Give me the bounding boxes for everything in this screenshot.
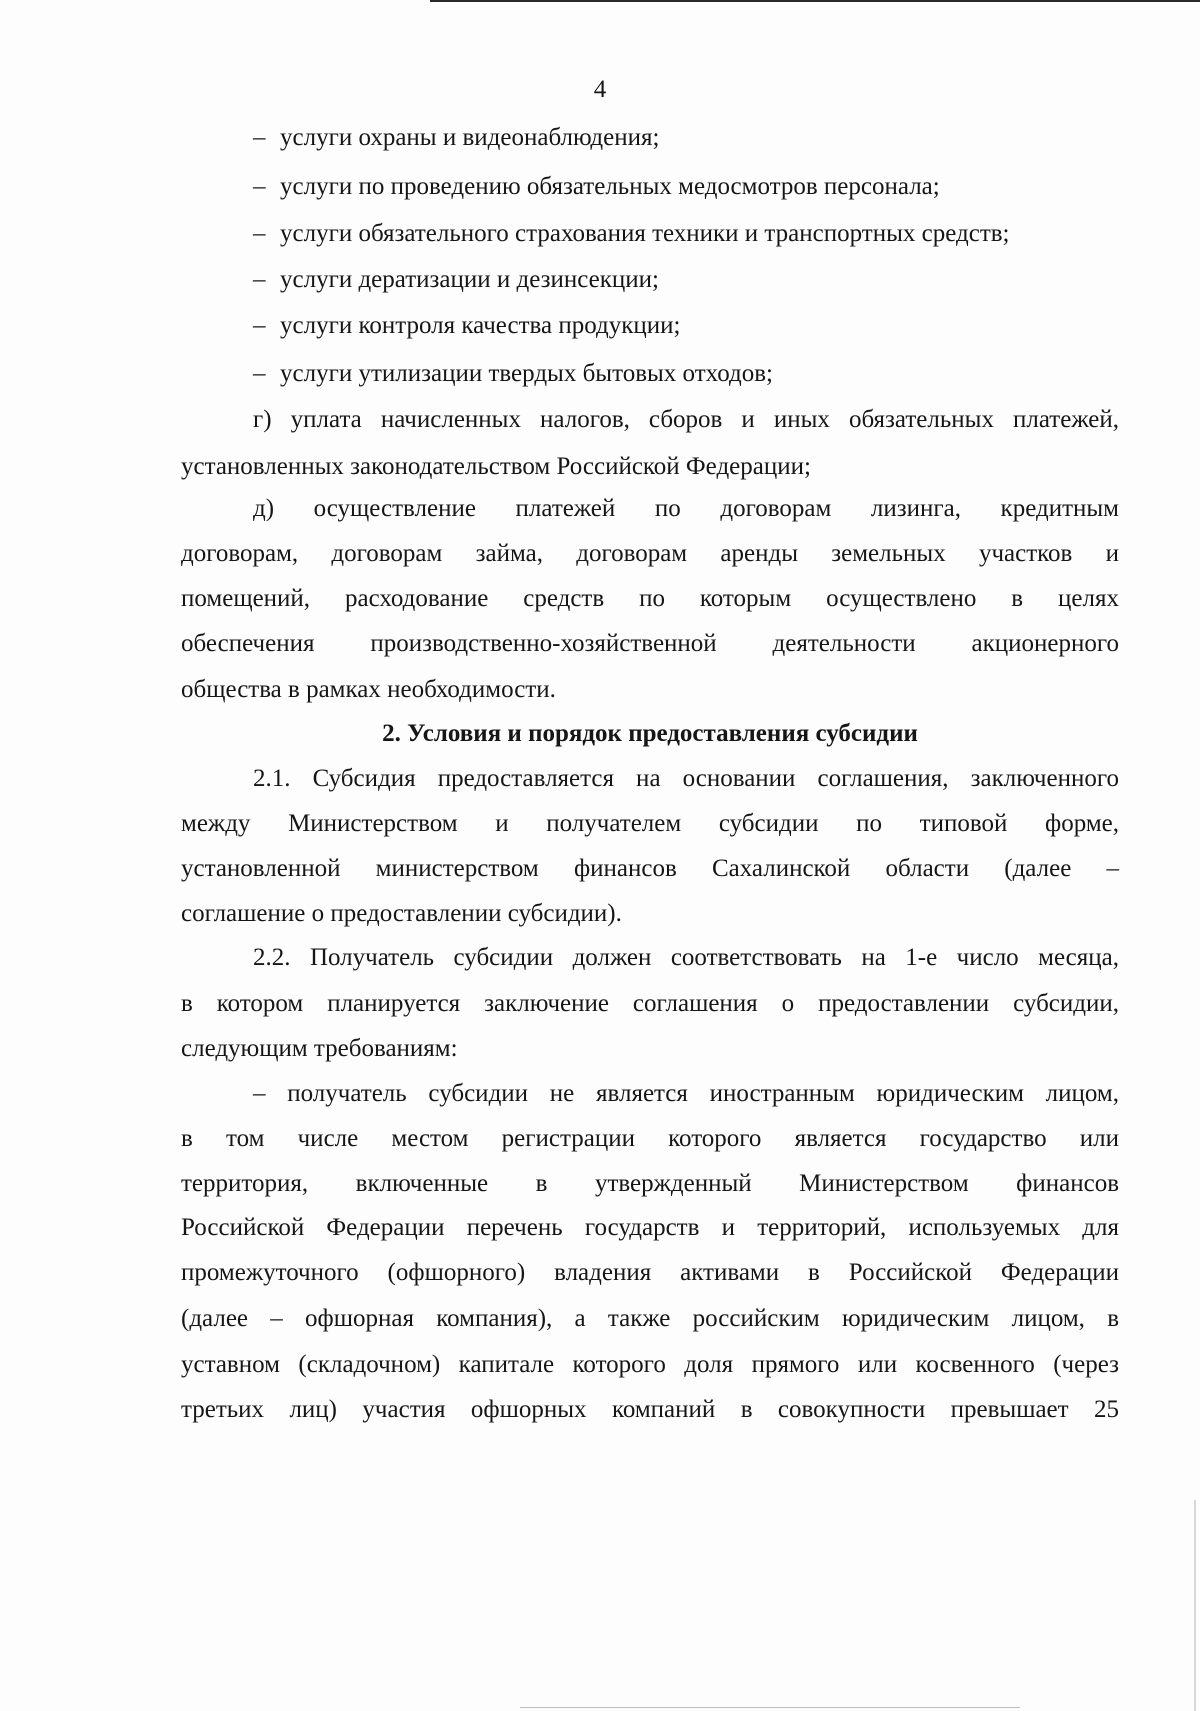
list-item xyxy=(253,311,1119,341)
paragraph-line: общества в рамках необходимости. xyxy=(181,676,556,703)
bullet-text: услуги по проведению обязательных медосмотров персонала; xyxy=(280,173,940,200)
paragraph-line: г) уплата начисленных налогов, сборов и иных обязательных платежей, xyxy=(253,406,1119,433)
scan-edge-top xyxy=(430,0,1200,2)
list-item xyxy=(253,265,1119,295)
paragraph-line: территория, включенные в утвержденный Министерством финансов xyxy=(181,1170,1119,1197)
paragraph-line: в котором планируется заключение соглашения о предоставлении субсидии, xyxy=(181,990,1119,1017)
bullet-dash: – xyxy=(253,220,266,247)
bullet-text: услуги утилизации твердых бытовых отходов; xyxy=(280,360,773,387)
list-item xyxy=(253,123,1119,153)
paragraph-line: следующим требованиям: xyxy=(181,1035,458,1062)
paragraph-line: уставном (складочном) капитале которого доля прямого или косвенного (через xyxy=(181,1351,1119,1378)
bullet-dash: – xyxy=(253,312,266,339)
bullet-dash: – xyxy=(253,266,266,293)
bullet-dash: – xyxy=(253,173,266,200)
bullet-text: услуги обязательного страхования техники и транспортных средств; xyxy=(280,220,1010,247)
list-item xyxy=(253,359,1119,389)
paragraph-line: 2.2. Получатель субсидии должен соответствовать на 1-е число месяца, xyxy=(253,944,1119,971)
paragraph-line: установленных законодательством Российской Федерации; xyxy=(181,453,811,480)
paragraph-line: (далее – офшорная компания), а также российским юридическим лицом, в xyxy=(181,1305,1119,1332)
paragraph-line: промежуточного (офшорного) владения активами в Российской Федерации xyxy=(181,1259,1119,1286)
list-item xyxy=(253,172,1119,202)
list-item xyxy=(253,219,1119,249)
paragraph-line: – получатель субсидии не является иностранным юридическим лицом, xyxy=(253,1080,1119,1107)
page-number: 4 xyxy=(593,76,607,103)
paragraph-line: между Министерством и получателем субсидии по типовой форме, xyxy=(181,810,1119,837)
paragraph-line: соглашение о предоставлении субсидии). xyxy=(181,900,622,927)
paragraph-line: в том числе местом регистрации которого является государство или xyxy=(181,1125,1119,1152)
paragraph-line: помещений, расходование средств по которым осуществлено в целях xyxy=(181,585,1119,612)
paragraph-line: обеспечения производственно-хозяйственной деятельности акционерного xyxy=(181,630,1119,657)
bullet-text: услуги контроля качества продукции; xyxy=(280,312,681,339)
section-heading: 2. Условия и порядок предоставления субсидии xyxy=(382,720,918,747)
bullet-dash: – xyxy=(253,360,266,387)
paragraph-line: договорам, договорам займа, договорам аренды земельных участков и xyxy=(181,540,1119,567)
bullet-text: услуги дератизации и дезинсекции; xyxy=(280,266,659,293)
paragraph-line: установленной министерством финансов Сахалинской области (далее – xyxy=(181,855,1119,882)
paragraph-line: третьих лиц) участия офшорных компаний в совокупности превышает 25 xyxy=(181,1396,1119,1423)
paragraph-line: д) осуществление платежей по договорам лизинга, кредитным xyxy=(253,495,1119,522)
bullet-text: услуги охраны и видеонаблюдения; xyxy=(280,124,660,151)
paragraph-line: 2.1. Субсидия предоставляется на основании соглашения, заключенного xyxy=(253,765,1119,792)
scan-edge-right xyxy=(1194,1500,1196,1711)
paragraph-line: Российской Федерации перечень государств и территорий, используемых для xyxy=(181,1214,1119,1241)
bullet-dash: – xyxy=(253,124,266,151)
scan-edge-bottom xyxy=(520,1707,1020,1708)
